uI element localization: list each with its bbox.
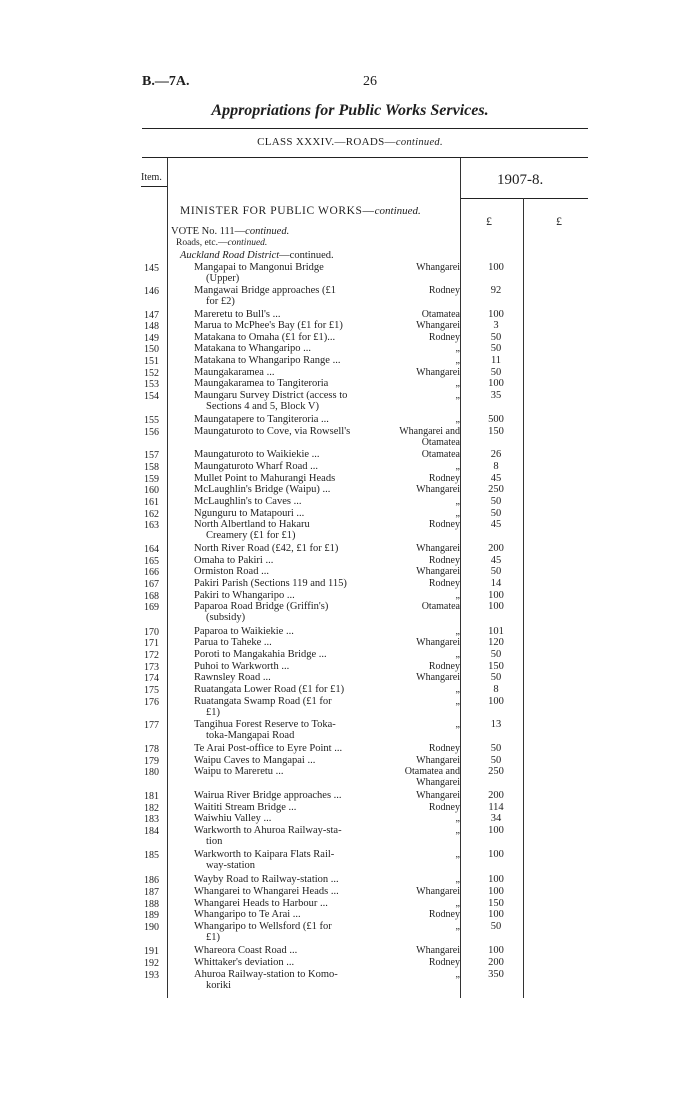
amount-value: 150 xyxy=(488,661,504,672)
amount-value: 250 xyxy=(488,484,504,495)
item-description-line: Ahuroa Railway-station to Komo- xyxy=(194,969,338,980)
electoral-district: „ xyxy=(455,378,460,389)
amount-value: 101 xyxy=(488,626,504,637)
amount-value: 50 xyxy=(490,496,502,507)
electoral-district: Whangarei xyxy=(416,566,460,577)
item-number: 171 xyxy=(144,638,159,649)
item-description-continuation: way-station xyxy=(206,860,255,871)
item-description-line: Maungaturoto Wharf Road ... xyxy=(194,461,319,472)
item-description-line: North Albertland to Hakaru xyxy=(194,519,310,530)
item-description-continuation: toka-Mangapai Road xyxy=(206,730,295,741)
item-description-line: Ruatangata Swamp Road (£1 for xyxy=(194,696,332,707)
class-heading-main: CLASS XXXIV.—ROADS— xyxy=(257,136,396,148)
amount-value: 150 xyxy=(488,898,504,909)
item-number: 155 xyxy=(144,415,159,426)
item-description xyxy=(194,945,384,956)
electoral-district: Whangarei xyxy=(416,886,460,897)
electoral-district: Whangarei xyxy=(416,672,460,683)
item-description-line: Mullet Point to Mahurangi Heads xyxy=(194,473,336,484)
item-description xyxy=(194,484,384,495)
item-number: 164 xyxy=(144,544,159,555)
amount-value: 500 xyxy=(488,414,504,425)
item-description-line: Ormiston Road ... xyxy=(194,566,269,577)
electoral-district: Rodney xyxy=(428,743,460,754)
item-description-line: Matakana to Whangaripo ... xyxy=(194,343,312,354)
item-description xyxy=(194,684,384,695)
amount-value: 26 xyxy=(490,449,502,460)
vote-heading xyxy=(171,226,289,237)
item-description xyxy=(194,909,384,920)
class-heading xyxy=(0,136,700,148)
item-column-header: Item. xyxy=(141,172,162,183)
amount-value: 45 xyxy=(490,519,502,530)
item-description-line: Rawnsley Road ... xyxy=(194,672,271,683)
amount-column-line xyxy=(523,198,524,998)
amount-value: 50 xyxy=(490,649,502,660)
electoral-district: Otamatea and Whangarei xyxy=(404,766,460,788)
item-number: 176 xyxy=(144,697,159,708)
amount-value: 50 xyxy=(490,743,502,754)
electoral-district: „ xyxy=(455,390,460,401)
item-description-continuation: £1) xyxy=(206,707,220,718)
item-number: 189 xyxy=(144,910,159,921)
item-description xyxy=(194,555,384,566)
electoral-district: Whangarei xyxy=(416,543,460,554)
electoral-district: „ xyxy=(455,813,460,824)
electoral-district: Whangarei xyxy=(416,755,460,766)
pound-sign-1: £ xyxy=(486,214,492,228)
item-description-line: Waipu to Mareretu ... xyxy=(194,766,284,777)
item-description xyxy=(194,874,384,885)
item-description-line: McLaughlin's Bridge (Waipu) ... xyxy=(194,484,331,495)
amount-value: 200 xyxy=(488,790,504,801)
item-number: 148 xyxy=(144,321,159,332)
item-number: 185 xyxy=(144,850,159,861)
item-number: 169 xyxy=(144,602,159,613)
amount-value: 13 xyxy=(490,719,502,730)
item-description xyxy=(194,378,384,389)
description-column-line xyxy=(460,158,461,998)
item-number: 158 xyxy=(144,462,159,473)
amount-value: 100 xyxy=(488,378,504,389)
item-number: 145 xyxy=(144,263,159,274)
year-column-header: 1907-8. xyxy=(497,172,544,188)
amount-value: 50 xyxy=(490,921,502,932)
amount-value: 100 xyxy=(488,909,504,920)
item-description-line: Tangihua Forest Reserve to Toka- xyxy=(194,719,336,730)
item-description-line: Waititi Stream Bridge ... xyxy=(194,802,297,813)
item-description-line: Ruatangata Lower Road (£1 for £1) xyxy=(194,684,345,695)
item-description-line: Matakana to Omaha (£1 for £1)... xyxy=(194,332,336,343)
amount-value: 100 xyxy=(488,849,504,860)
item-description xyxy=(194,813,384,824)
item-column-line xyxy=(167,158,168,998)
item-number: 170 xyxy=(144,627,159,638)
item-description-line: Whangaripo to Wellsford (£1 for xyxy=(194,921,332,932)
amount-value: 100 xyxy=(488,825,504,836)
item-number: 173 xyxy=(144,662,159,673)
amount-value: 100 xyxy=(488,590,504,601)
item-description-line: McLaughlin's to Caves ... xyxy=(194,496,302,507)
electoral-district: Otamatea xyxy=(421,601,460,612)
item-number: 168 xyxy=(144,591,159,602)
item-description-line: Paparoa Road Bridge (Griffin's) xyxy=(194,601,329,612)
item-description-continuation: Creamery (£1 for £1) xyxy=(206,530,296,541)
item-description xyxy=(194,590,384,601)
item-number: 160 xyxy=(144,485,159,496)
amount-value: 50 xyxy=(490,332,502,343)
item-description-line: Whareora Coast Road ... xyxy=(194,945,298,956)
electoral-district: Rodney xyxy=(428,519,460,530)
item-number: 153 xyxy=(144,379,159,390)
amount-value: 114 xyxy=(488,802,504,813)
item-description xyxy=(194,519,384,541)
electoral-district: Rodney xyxy=(428,661,460,672)
item-number: 178 xyxy=(144,744,159,755)
item-description-line: Maungakaramea to Tangiteroria xyxy=(194,378,329,389)
vote-heading-cont: continued. xyxy=(245,226,290,237)
district-heading xyxy=(180,250,334,261)
item-number: 192 xyxy=(144,958,159,969)
item-description xyxy=(194,626,384,637)
item-description xyxy=(194,449,384,460)
electoral-district: „ xyxy=(455,898,460,909)
roads-heading-cont: continued. xyxy=(227,238,268,248)
amount-value: 34 xyxy=(490,813,502,824)
item-number: 180 xyxy=(144,767,159,778)
item-description-line: Maungakaramea ... xyxy=(194,367,275,378)
amount-value: 8 xyxy=(493,461,499,472)
item-description-line: Whittaker's deviation ... xyxy=(194,957,295,968)
item-description-line: Waiwhiu Valley ... xyxy=(194,813,272,824)
item-description xyxy=(194,969,384,991)
item-number: 183 xyxy=(144,814,159,825)
item-description xyxy=(194,849,384,871)
item-number: 179 xyxy=(144,756,159,767)
minister-heading xyxy=(180,205,421,217)
item-number: 167 xyxy=(144,579,159,590)
item-number: 190 xyxy=(144,922,159,933)
item-description xyxy=(194,426,384,437)
item-description xyxy=(194,649,384,660)
amount-value: 100 xyxy=(488,696,504,707)
electoral-district: „ xyxy=(455,684,460,695)
item-description xyxy=(194,332,384,343)
electoral-district: Rodney xyxy=(428,802,460,813)
item-description-line: Pakiri Parish (Sections 119 and 115) xyxy=(194,578,347,589)
item-description xyxy=(194,343,384,354)
amount-value: 50 xyxy=(490,508,502,519)
item-description xyxy=(194,461,384,472)
table-top-rule xyxy=(142,157,588,158)
item-description-line: Maungaturoto to Cove, via Rowsell's xyxy=(194,426,351,437)
electoral-district: Rodney xyxy=(428,909,460,920)
item-description-line: Parua to Taheke ... xyxy=(194,637,272,648)
item-description xyxy=(194,719,384,741)
item-description xyxy=(194,825,384,847)
item-description-continuation: £1) xyxy=(206,932,220,943)
item-number: 162 xyxy=(144,509,159,520)
amount-value: 250 xyxy=(488,766,504,777)
item-description xyxy=(194,496,384,507)
amount-value: 50 xyxy=(490,566,502,577)
roads-heading-main: Roads, etc.— xyxy=(176,238,228,248)
electoral-district: „ xyxy=(455,719,460,730)
amount-value: 200 xyxy=(488,957,504,968)
item-number: 172 xyxy=(144,650,159,661)
district-heading-cont: —continued. xyxy=(279,250,334,261)
electoral-district: „ xyxy=(455,626,460,637)
item-number: 177 xyxy=(144,720,159,731)
item-number: 146 xyxy=(144,286,159,297)
electoral-district: Whangarei xyxy=(416,367,460,378)
minister-heading-cont: continued. xyxy=(374,205,421,217)
item-description xyxy=(194,672,384,683)
amount-value: 50 xyxy=(490,343,502,354)
electoral-district: „ xyxy=(455,343,460,354)
item-description xyxy=(194,390,384,412)
item-description-continuation: for £2) xyxy=(206,296,235,307)
item-description xyxy=(194,886,384,897)
electoral-district: „ xyxy=(455,508,460,519)
item-description-line: Paparoa to Waikiekie ... xyxy=(194,626,294,637)
amount-value: 100 xyxy=(488,262,504,273)
item-description xyxy=(194,898,384,909)
item-number: 163 xyxy=(144,520,159,531)
item-description-line: Maungaturoto to Waikiekie ... xyxy=(194,449,320,460)
item-number: 174 xyxy=(144,673,159,684)
item-number: 165 xyxy=(144,556,159,567)
page-title: Appropriations for Public Works Services. xyxy=(211,102,489,119)
pound-sign-2: £ xyxy=(556,214,562,228)
electoral-district: „ xyxy=(455,969,460,980)
item-description xyxy=(194,921,384,943)
item-description-continuation: (subsidy) xyxy=(206,612,246,623)
amount-value: 120 xyxy=(488,637,504,648)
item-number: 149 xyxy=(144,333,159,344)
amount-value: 45 xyxy=(490,473,502,484)
item-description-line: Omaha to Pakiri ... xyxy=(194,555,274,566)
item-number: 184 xyxy=(144,826,159,837)
class-heading-cont: continued. xyxy=(395,137,443,148)
item-description xyxy=(194,355,384,366)
item-description-continuation: koriki xyxy=(206,980,232,991)
item-description xyxy=(194,578,384,589)
amount-header-rule xyxy=(460,198,588,199)
amount-value: 150 xyxy=(488,426,504,437)
item-number: 175 xyxy=(144,685,159,696)
item-number: 191 xyxy=(144,946,159,957)
item-number: 150 xyxy=(144,344,159,355)
item-description xyxy=(194,601,384,623)
item-number: 181 xyxy=(144,791,159,802)
item-description xyxy=(194,414,384,425)
amount-value: 100 xyxy=(488,309,504,320)
report-code: B.—7A. xyxy=(142,74,190,89)
amount-value: 45 xyxy=(490,555,502,566)
item-description xyxy=(194,262,384,284)
amount-value: 8 xyxy=(493,684,499,695)
district-heading-main: Auckland Road District xyxy=(180,250,280,261)
item-number: 186 xyxy=(144,875,159,886)
item-number: 151 xyxy=(144,356,159,367)
item-description xyxy=(194,309,384,320)
item-description xyxy=(194,637,384,648)
roads-heading xyxy=(176,238,267,248)
electoral-district: Whangarei xyxy=(416,484,460,495)
electoral-district: Rodney xyxy=(428,473,460,484)
item-description-line: Mangapai to Mangonui Bridge xyxy=(194,262,324,273)
electoral-district: „ xyxy=(455,649,460,660)
amount-value: 350 xyxy=(488,969,504,980)
item-description xyxy=(194,661,384,672)
item-description-line: Mangawai Bridge approaches (£1 xyxy=(194,285,336,296)
item-description xyxy=(194,473,384,484)
electoral-district: Whangarei and Otamatea xyxy=(399,426,460,448)
item-description xyxy=(194,508,384,519)
item-description xyxy=(194,566,384,577)
page-number: 26 xyxy=(363,74,377,89)
item-description-line: Waipu Caves to Mangapai ... xyxy=(194,755,316,766)
item-description-line: Ngunguru to Matapouri ... xyxy=(194,508,305,519)
electoral-district: Rodney xyxy=(428,285,460,296)
item-description xyxy=(194,957,384,968)
item-description-line: Whangarei to Whangarei Heads ... xyxy=(194,886,339,897)
item-description xyxy=(194,790,384,801)
item-number: 193 xyxy=(144,970,159,981)
item-number: 152 xyxy=(144,368,159,379)
amount-value: 100 xyxy=(488,945,504,956)
electoral-district: Whangarei xyxy=(416,262,460,273)
item-description-line: North River Road (£42, £1 for £1) xyxy=(194,543,339,554)
item-description-line: Wairua River Bridge approaches ... xyxy=(194,790,342,801)
item-description xyxy=(194,367,384,378)
item-description-line: Marua to McPhee's Bay (£1 for £1) xyxy=(194,320,343,331)
amount-value: 14 xyxy=(490,578,502,589)
item-description-continuation: tion xyxy=(206,836,223,847)
item-description-continuation: (Upper) xyxy=(206,273,240,284)
vote-heading-main: VOTE No. 111— xyxy=(171,226,246,237)
item-number: 188 xyxy=(144,899,159,910)
item-number: 161 xyxy=(144,497,159,508)
item-description-line: Whangaripo to Te Arai ... xyxy=(194,909,301,920)
item-number: 157 xyxy=(144,450,159,461)
amount-value: 100 xyxy=(488,886,504,897)
amount-value: 35 xyxy=(490,390,502,401)
item-description-line: Warkworth to Kaipara Flats Rail- xyxy=(194,849,335,860)
electoral-district: „ xyxy=(455,590,460,601)
amount-value: 200 xyxy=(488,543,504,554)
electoral-district: Whangarei xyxy=(416,945,460,956)
item-description-line: Puhoi to Warkworth ... xyxy=(194,661,290,672)
amount-value: 50 xyxy=(490,367,502,378)
item-description-line: Whangarei Heads to Harbour ... xyxy=(194,898,328,909)
minister-heading-main: MINISTER FOR PUBLIC WORKS— xyxy=(180,205,375,217)
item-number: 159 xyxy=(144,474,159,485)
item-description-line: Pakiri to Whangaripo ... xyxy=(194,590,295,601)
item-description-line: Poroti to Mangakahia Bridge ... xyxy=(194,649,327,660)
electoral-district: „ xyxy=(455,696,460,707)
item-description-line: Maungaru Survey District (access to xyxy=(194,390,348,401)
electoral-district: Rodney xyxy=(428,332,460,343)
electoral-district: Otamatea xyxy=(421,449,460,460)
item-header-rule xyxy=(141,186,167,187)
amount-value: 50 xyxy=(490,755,502,766)
electoral-district: „ xyxy=(455,414,460,425)
item-description xyxy=(194,696,384,718)
item-description-line: Wayby Road to Railway-station ... xyxy=(194,874,339,885)
amount-value: 50 xyxy=(490,672,502,683)
electoral-district: „ xyxy=(455,496,460,507)
item-number: 156 xyxy=(144,427,159,438)
amount-value: 100 xyxy=(488,874,504,885)
amount-value: 11 xyxy=(490,355,502,366)
item-description xyxy=(194,543,384,554)
item-description-continuation: Sections 4 and 5, Block V) xyxy=(206,401,319,412)
amount-value: 3 xyxy=(493,320,499,331)
item-description xyxy=(194,766,384,777)
amount-value: 92 xyxy=(490,285,502,296)
title-rule xyxy=(142,128,588,129)
item-number: 147 xyxy=(144,310,159,321)
electoral-district: „ xyxy=(455,461,460,472)
item-description xyxy=(194,802,384,813)
electoral-district: Rodney xyxy=(428,578,460,589)
item-description-line: Te Arai Post-office to Eyre Point ... xyxy=(194,743,343,754)
item-description-line: Matakana to Whangaripo Range ... xyxy=(194,355,341,366)
item-description xyxy=(194,285,384,307)
electoral-district: „ xyxy=(455,921,460,932)
item-number: 154 xyxy=(144,391,159,402)
electoral-district: Whangarei xyxy=(416,320,460,331)
electoral-district: „ xyxy=(455,825,460,836)
amount-value: 100 xyxy=(488,601,504,612)
electoral-district: Whangarei xyxy=(416,637,460,648)
electoral-district: „ xyxy=(455,355,460,366)
electoral-district: Otamatea xyxy=(421,309,460,320)
item-description xyxy=(194,320,384,331)
item-description-line: Mareretu to Bull's ... xyxy=(194,309,281,320)
electoral-district: „ xyxy=(455,849,460,860)
item-description xyxy=(194,743,384,754)
item-number: 187 xyxy=(144,887,159,898)
item-number: 182 xyxy=(144,803,159,814)
item-description-line: Warkworth to Ahuroa Railway-sta- xyxy=(194,825,342,836)
electoral-district: Whangarei xyxy=(416,790,460,801)
electoral-district: Rodney xyxy=(428,555,460,566)
item-description xyxy=(194,755,384,766)
item-number: 166 xyxy=(144,567,159,578)
electoral-district: „ xyxy=(455,874,460,885)
electoral-district: Rodney xyxy=(428,957,460,968)
item-description-line: Maungatapere to Tangiteroria ... xyxy=(194,414,329,425)
